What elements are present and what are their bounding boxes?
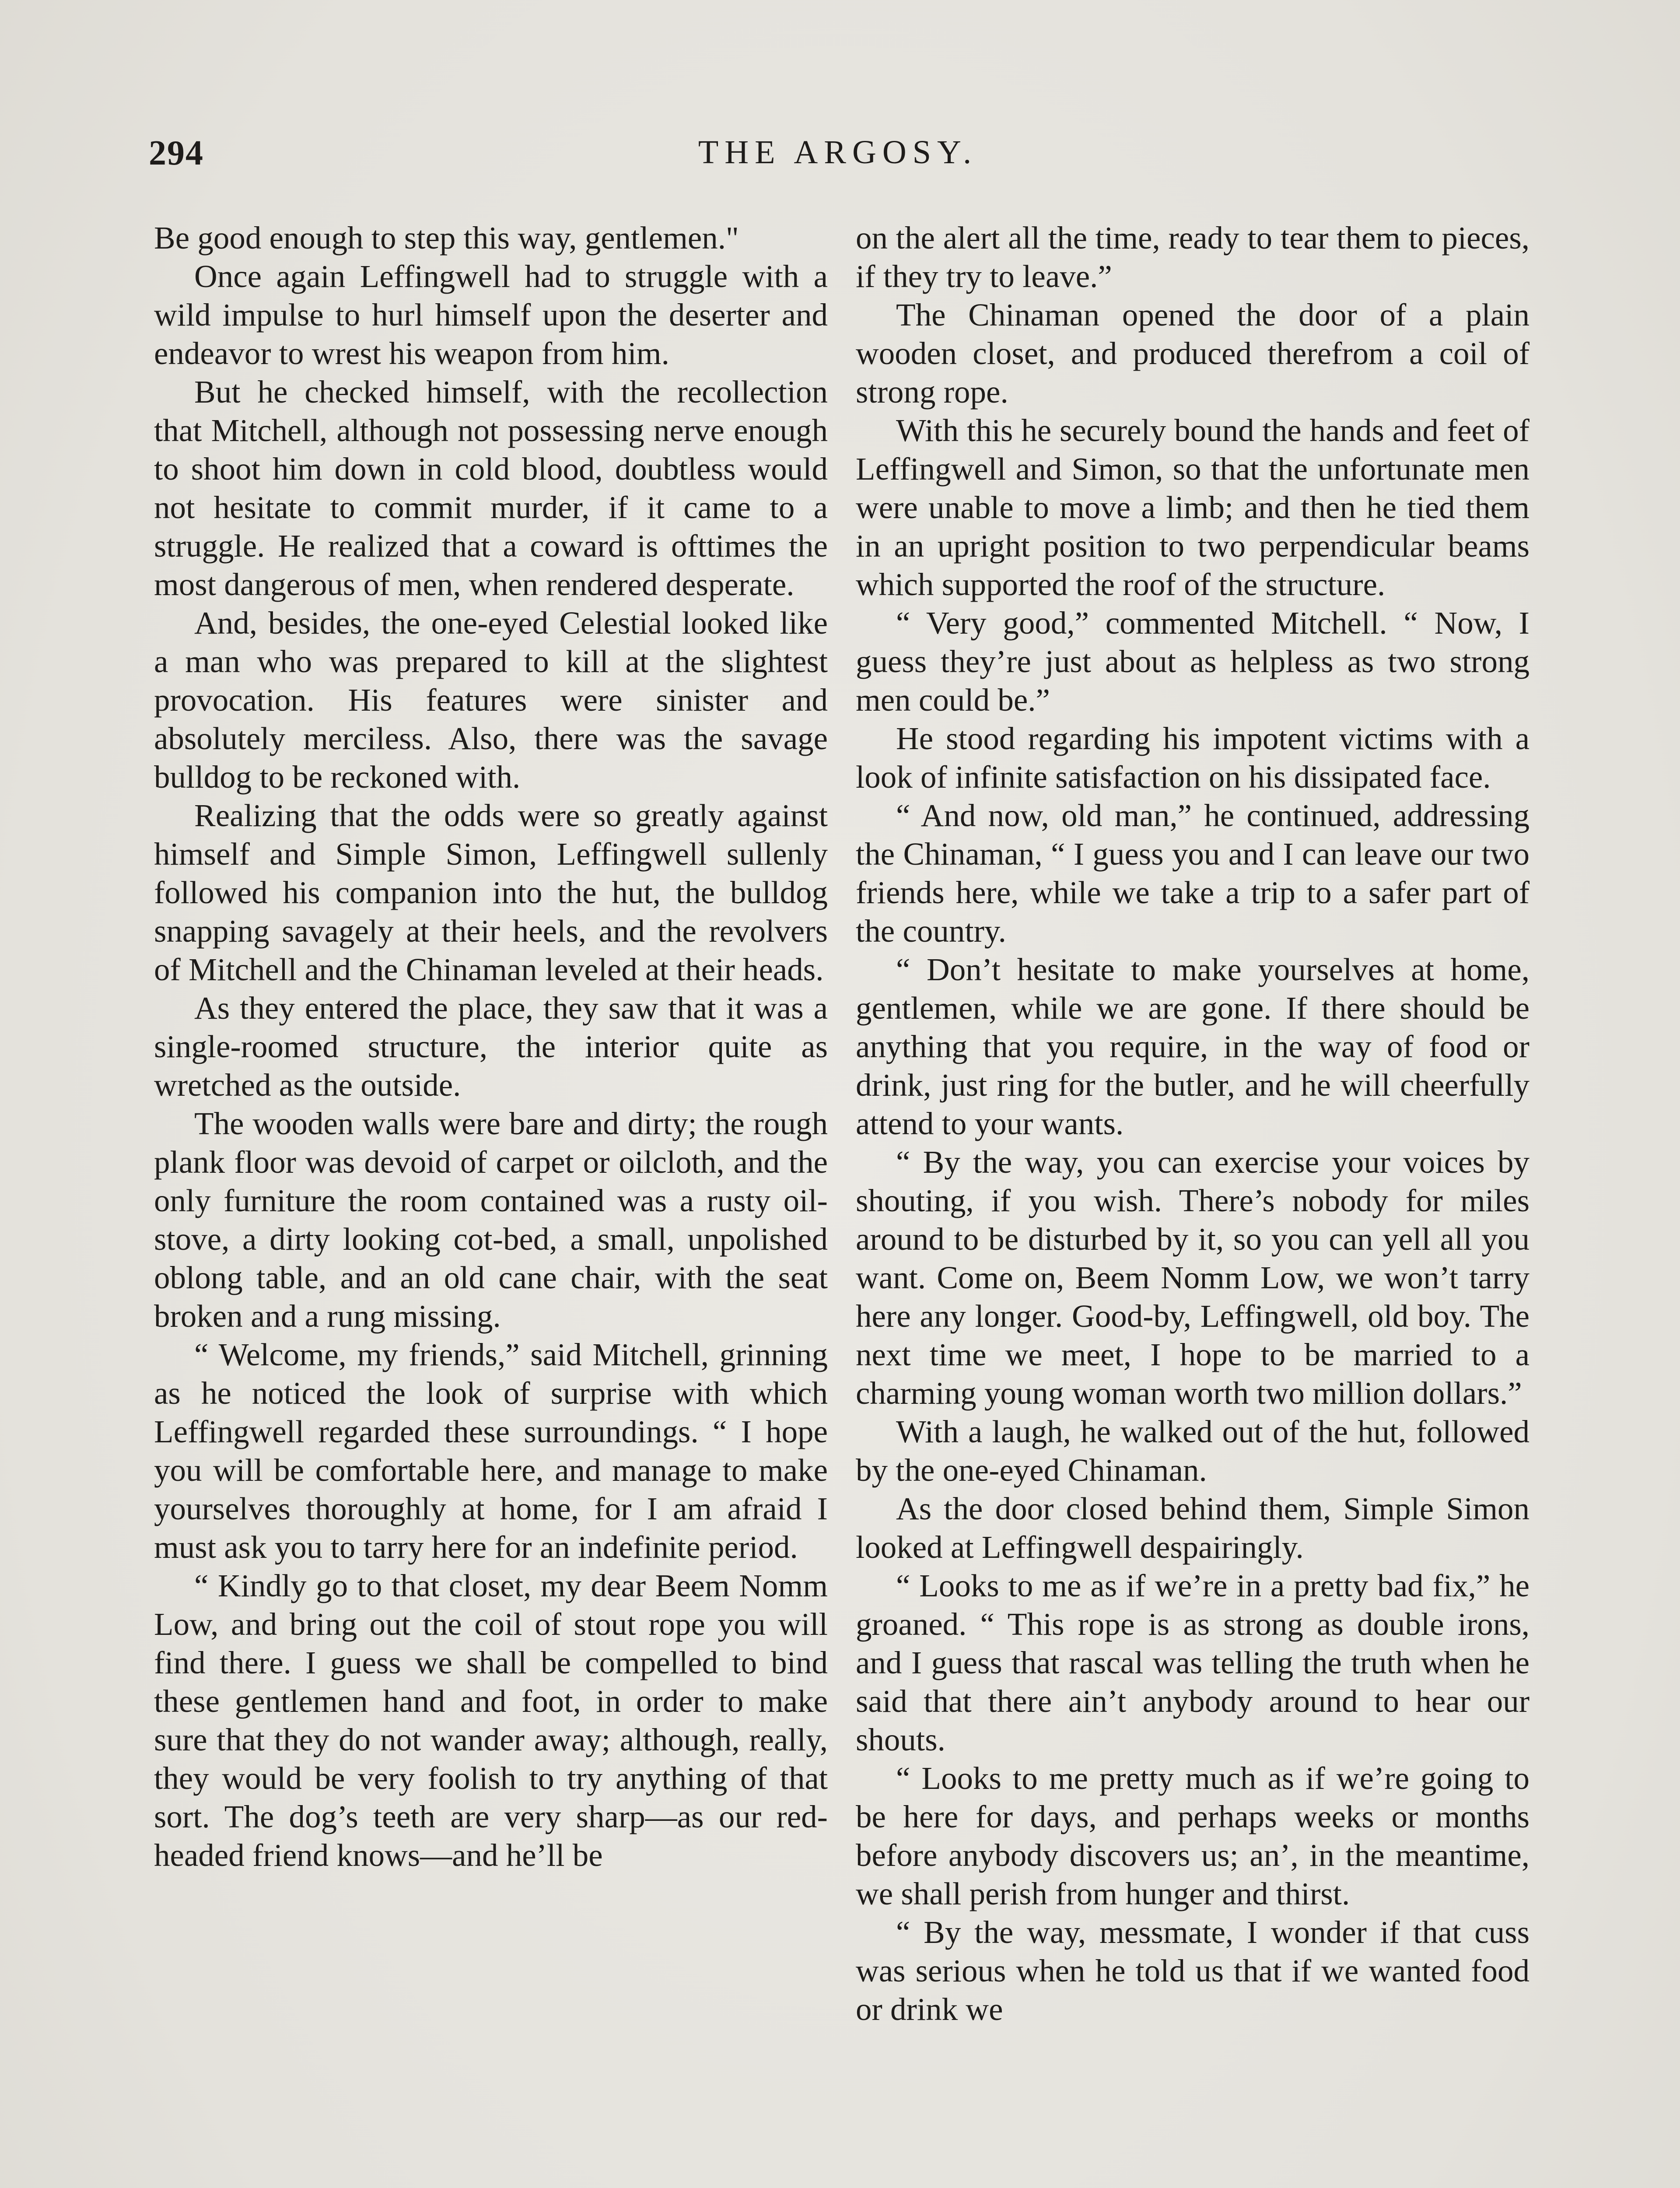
paragraph: With a laugh, he walked out of the hut, followed by the one-eyed Chinaman. (856, 1414, 1530, 1488)
paragraph: As the door closed behind them, Simple Simon looked at Leffingwell despairingly. (856, 1491, 1530, 1565)
paragraph: The Chinaman opened the door of a plain wooden closet, and produced therefrom a coil of strong rope. (856, 297, 1530, 410)
paragraph: “ Looks to me as if we’re in a pretty bad fix,” he groaned. “ This rope is as strong as double irons, and I guess that rascal was telling the truth when he said that there ain’t anybody around to hear our shouts. (856, 1568, 1530, 1757)
paragraph: on the alert all the time, ready to tear them to pieces, if they try to leave.” (856, 220, 1530, 294)
paragraph: “ And now, old man,” he continued, addressing the Chinaman, “ I guess you and I can leave our two friends here, while we take a trip to a safer part of the country. (856, 798, 1530, 949)
paragraph: Realizing that the odds were so greatly against himself and Simple Simon, Leffingwell sullenly followed his companion into the hut, the bulldog snapping savagely at their heels, and the revolvers of Mitchell and the Chinaman leveled at their heads. (154, 798, 828, 987)
paragraph: “ Don’t hesitate to make yourselves at home, gentlemen, while we are gone. If there should be anything that you require, in the way of food or drink, just ring for the butler, and he will cheerfully attend to your wants. (856, 952, 1530, 1141)
paragraph: “ By the way, messmate, I wonder if that cuss was serious when he told us that if we wanted food or drink we (856, 1914, 1530, 2027)
paragraph: But he checked himself, with the recollection that Mitchell, although not possessing nerve enough to shoot him down in cold blood, doubtless would not hesitate to commit murder, if it came to a struggle. He realized that a coward is ofttimes the most dangerous of men, when rendered desperate. (154, 374, 828, 602)
paragraph: “ Welcome, my friends,” said Mitchell, grinning as he noticed the look of surprise with which Leffingwell regarded these surroundings. “ I hope you will be comfortable here, and manage to make yourselves thoroughly at home, for I am afraid I must ask you to tarry here for an indefinite period. (154, 1337, 828, 1565)
paragraph: “ Kindly go to that closet, my dear Beem Nomm Low, and bring out the coil of stout rope you will find there. I guess we shall be compelled to bind these gentlemen hand and foot, in order to make sure that they do not wander away; although, really, they would be very foolish to try anything of that sort. The dog’s teeth are very sharp—as our red-headed friend knows—and he’ll be (154, 1568, 828, 1873)
running-title: THE ARGOSY. (698, 134, 978, 171)
right-column (856, 219, 1530, 2029)
paragraph: “ Very good,” commented Mitchell. “ Now, I guess they’re just about as helpless as two strong men could be.” (856, 605, 1530, 718)
paragraph: “ Looks to me pretty much as if we’re going to be here for days, and perhaps weeks or months before anybody discovers us; an’, in the meantime, we shall perish from hunger and thirst. (856, 1760, 1530, 1911)
page-header (149, 133, 1527, 182)
page-number: 294 (149, 134, 204, 172)
paragraph: He stood regarding his impotent victims with a look of infinite satisfaction on his dissipated face. (856, 721, 1530, 795)
paragraph: With this he securely bound the hands and feet of Leffingwell and Simon, so that the unfortunate men were unable to move a limb; and then he tied them in an upright position to two perpendicular beams which supported the roof of the structure. (856, 413, 1530, 602)
paragraph: And, besides, the one-eyed Celestial looked like a man who was prepared to kill at the slightest provocation. His features were sinister and absolutely merciless. Also, there was the savage bulldog to be reckoned with. (154, 605, 828, 795)
left-column (154, 219, 828, 1875)
paragraph: As they entered the place, they saw that it was a single-roomed structure, the interior quite as wretched as the outside. (154, 990, 828, 1103)
paragraph: Be good enough to step this way, gentlemen." (154, 220, 739, 256)
paragraph: The wooden walls were bare and dirty; the rough plank floor was devoid of carpet or oilcloth, and the only furniture the room contained was a rusty oil-stove, a dirty looking cot-bed, a small, unpolished oblong table, and an old cane chair, with the seat broken and a rung missing. (154, 1106, 828, 1334)
paragraph: Once again Leffingwell had to struggle with a wild impulse to hurl himself upon the deserter and endeavor to wrest his weapon from him. (154, 259, 828, 371)
paragraph: “ By the way, you can exercise your voices by shouting, if you wish. There’s nobody for miles around to be disturbed by it, so you can yell all you want. Come on, Beem Nomm Low, we won’t tarry here any longer. Good-by, Leffingwell, old boy. The next time we meet, I hope to be married to a charming young woman worth two million dollars.” (856, 1144, 1530, 1411)
